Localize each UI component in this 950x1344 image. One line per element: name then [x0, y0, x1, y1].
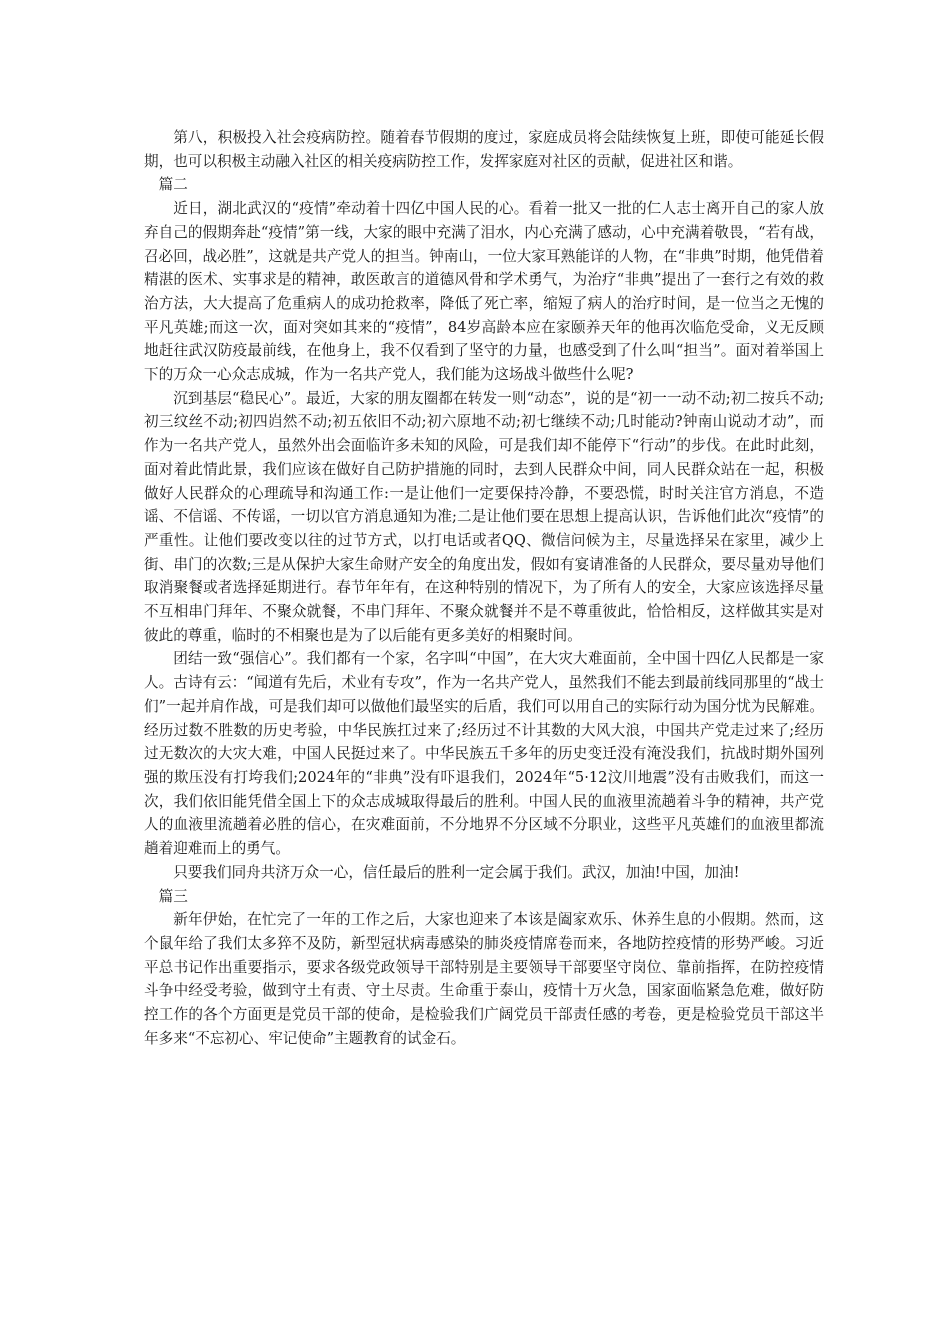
section-heading-3: 篇三 — [158, 887, 188, 905]
paragraph-new-year: 新年伊始，在忙完了一年的工作之后，大家也迎来了本该是阖家欢乐、休养生息的小假期。然而，这个鼠年给了我们太多猝不及防，新型冠状病毒感染的肺炎疫情席卷而来，各地防控疫情的形势严峻。习近平总书记作出重要指示，要求各级党政领导干部特别是主要领导干部要坚守岗位、靠前指挥，在防控疫情斗争中经受考验，做到守土有责、守土尽责。生命重于泰山，疫情十万火急，国家面临紧急危难，做好防控工作的各个方面更是党员干部的使命，是检验我们广阔党员干部责任感的考卷，更是检验党员干部这半年多来“不忘初心、牢记使命”主题教育的试金石。 — [144, 911, 824, 1047]
paragraph-wuhan-intro: 近日，湖北武汉的“疫情”牵动着十四亿中国人民的心。看着一批又一批的仁人志士离开自己的家人放弃自己的假期奔赴“疫情”第一线，大家的眼中充满了泪水，内心充满了感动，心中充满着敬畏，“若有战，召必回，战必胜”，这就是共产党人的担当。钟南山，一位大家耳熟能详的人物，在“非典”时期，他凭借着精湛的医术、实事求是的精神，敢医敢言的道德风骨和学术勇气，为治疗“非典”提出了一套行之有效的救治方法，大大提高了危重病人的成功抢救率，降低了死亡率，缩短了病人的治疗时间，是一位当之无愧的平凡英雄;而这一次，面对突如其来的“疫情”，84岁高龄本应在家颐养天年的他再次临危受命，义无反顾地赶往武汉防疫最前线，在他身上，我不仅看到了坚守的力量，也感受到了什么叫“担当”。面对着举国上下的万众一心众志成城，作为一名共产党人，我们能为这场战斗做些什么呢? — [144, 200, 824, 384]
document-body — [144, 126, 824, 1050]
section-heading-2: 篇二 — [158, 176, 188, 194]
paragraph-cheer-wuhan: 只要我们同舟共济万众一心，信任最后的胜利一定会属于我们。武汉，加油!中国，加油! — [173, 863, 740, 881]
paragraph-epidemic-community: 第八，积极投入社会疫病防控。随着春节假期的度过，家庭成员将会陆续恢复上班，即使可能延长假期，也可以积极主动融入社区的相关疫病防控工作，发挥家庭对社区的贡献，促进社区和谐。 — [144, 129, 824, 170]
paragraph-strengthen-confidence: 团结一致“强信心”。我们都有一个家，名字叫“中国”，在大灾大难面前，全中国十四亿人民都是一家人。古诗有云：“闻道有先后，术业有专攻”，作为一名共产党人，虽然我们不能去到最前线同那里的“战士们”一起并肩作战，可是我们却可以做他们最坚实的后盾，我们可以用自己的实际行动为国分忧为民解难。经历过数不胜数的历史考验，中华民族扛过来了;经历过不计其数的大风大浪，中国共产党走过来了;经历过无数次的大灾大难，中国人民挺过来了。中华民族五千多年的历史变迁没有淹没我们，抗战时期外国列强的欺压没有打垮我们;2024年的“非典”没有吓退我们，2024年“5·12汶川地震”没有击败我们，而这一次，我们依旧能凭借全国上下的众志成城取得最后的胜利。中国人民的血液里流趟着斗争的精神，共产党人的血液里流趟着必胜的信心，在灾难面前，不分地界不分区域不分职业，这些平凡英雄们的血液里都流趟着迎难而上的勇气。 — [144, 650, 824, 858]
paragraph-stabilize-people: 沉到基层“稳民心”。最近，大家的朋友圈都在转发一则“动态”，说的是“初一一动不动;初二按兵不动;初三纹丝不动;初四岿然不动;初五依旧不动;初六原地不动;初七继续不动;几时能动?钟南山说动才动”，而作为一名共产党人，虽然外出会面临许多未知的风险，可是我们却不能停下“行动”的步伐。在此时此刻，面对着此情此景，我们应该在做好自己防护措施的同时，去到人民群众中间，同人民群众站在一起，积极做好人民群众的心理疏导和沟通工作:一是让他们一定要保持冷静，不要恐慌，时时关注官方消息，不造谣、不信谣、不传谣，一切以官方消息通知为准;二是让他们要在思想上提高认识，告诉他们此次“疫情”的严重性。让他们要改变以往的过节方式，以打电话或者QQ、微信问候为主，尽量选择呆在家里，减少上街、串门的次数;三是从保护大家生命财产安全的角度出发，假如有宴请准备的人民群众，要尽量劝导他们取消聚餐或者选择延期进行。春节年年有，在这种特别的情况下，为了所有人的安全，大家应该选择尽量不互相串门拜年、不聚众就餐，不串门拜年、不聚众就餐并不是不尊重彼此，恰恰相反，这样做其实是对彼此的尊重，临时的不相聚也是为了以后能有更多美好的相聚时间。 — [144, 389, 824, 644]
